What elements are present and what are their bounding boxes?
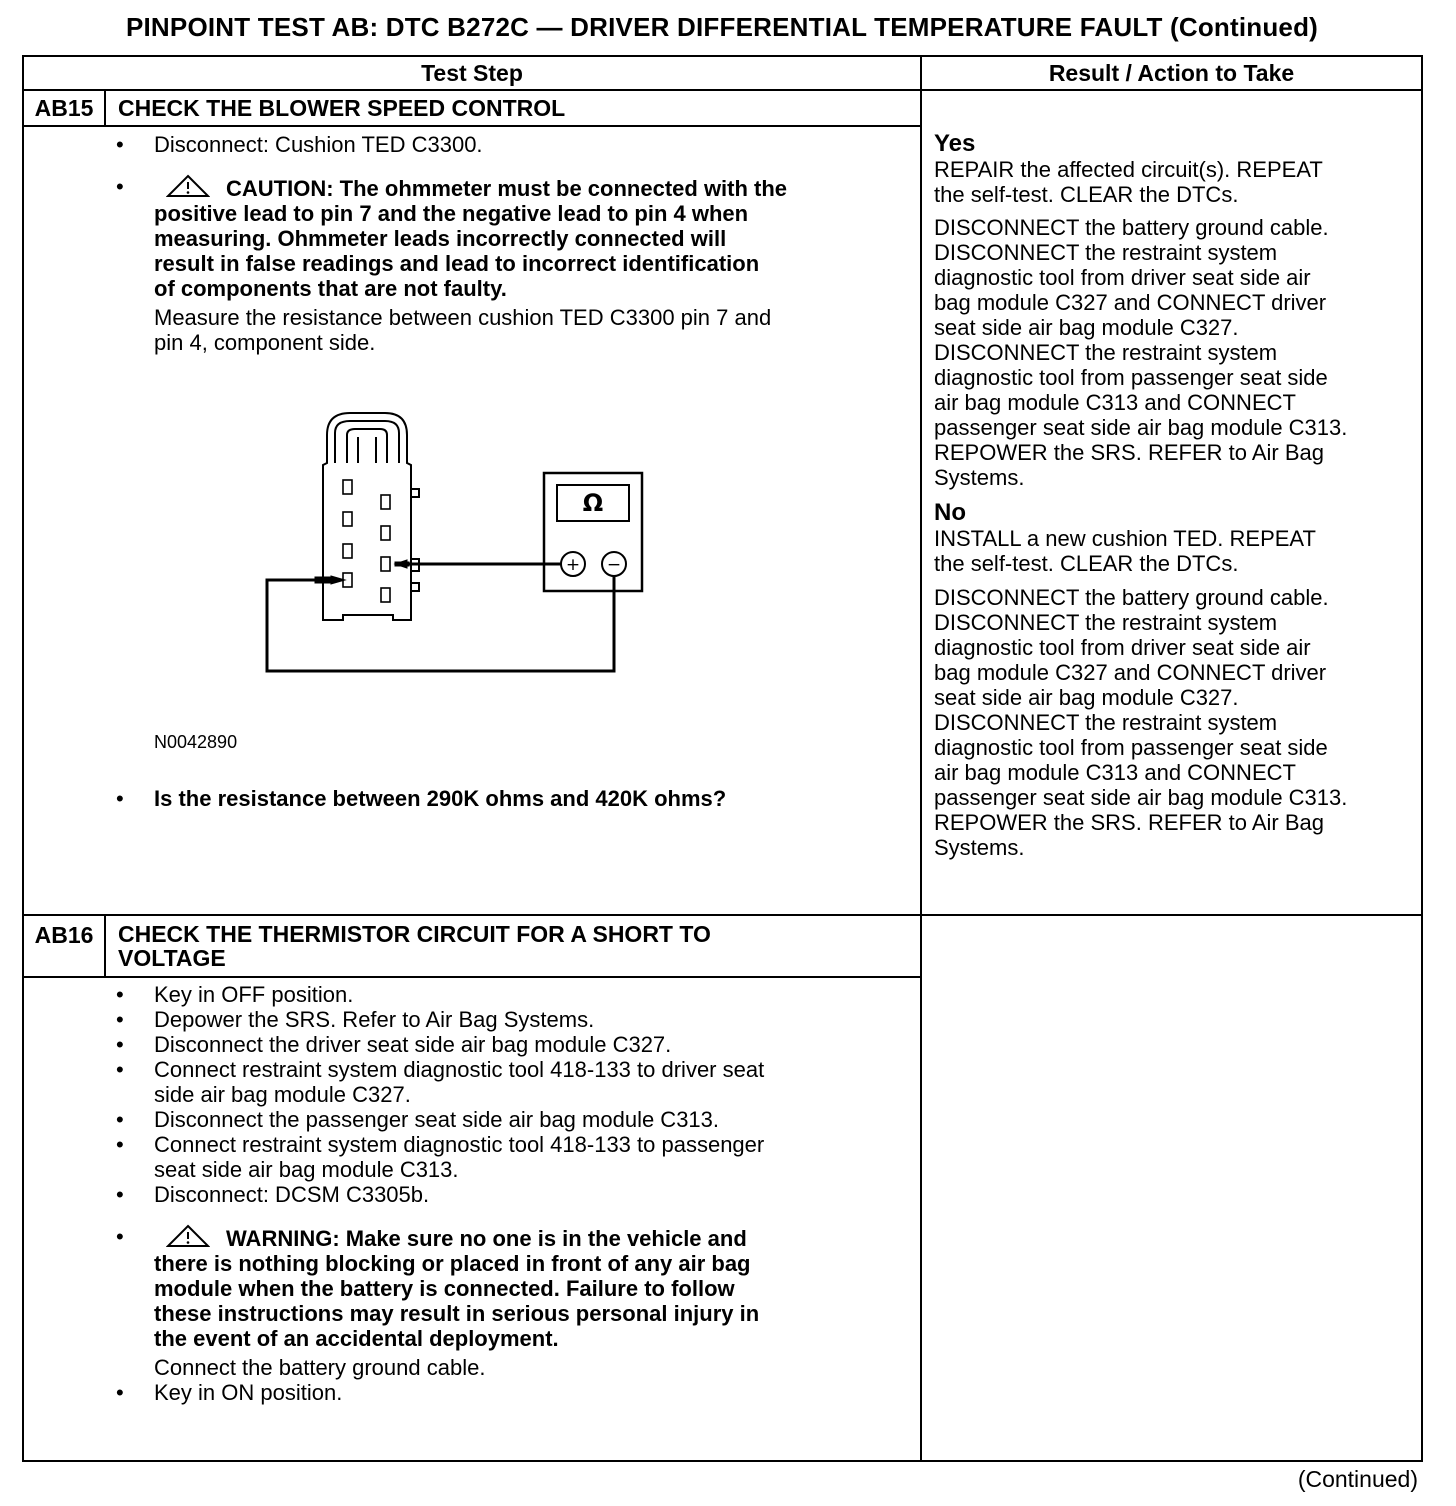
ab16-title-line-2: VOLTAGE <box>118 945 226 971</box>
no-detail-line: air bag module C313 and CONNECT <box>934 760 1296 785</box>
bullet: • <box>116 1132 124 1157</box>
no-action <box>934 526 1420 576</box>
no-line: INSTALL a new cushion TED. REPEAT <box>934 526 1316 551</box>
connector-c3300 <box>323 413 419 620</box>
no-detail-line: REPOWER the SRS. REFER to Air Bag <box>934 810 1325 835</box>
ab16-after-warning: Connect the battery ground cable. <box>154 1355 486 1380</box>
no-detail-line: DISCONNECT the restraint system <box>934 610 1278 635</box>
bullet: • <box>116 1224 124 1249</box>
caution-line-3: measuring. Ohmmeter leads incorrectly connected will <box>154 226 727 251</box>
measure-line-2: pin 4, component side. <box>154 330 376 355</box>
yes-line: the self-test. CLEAR the DTCs. <box>934 182 1239 207</box>
ab16-step-id: AB16 <box>34 922 94 948</box>
continued-footer: (Continued) <box>1297 1466 1418 1492</box>
caution-line-1: CAUTION: The ohmmeter must be connected with the <box>226 176 788 201</box>
bullet: • <box>116 1032 124 1057</box>
no-detail <box>934 585 1420 860</box>
bullet: • <box>116 786 124 811</box>
warning-line-1: WARNING: Make sure no one is in the vehicle and <box>226 1226 747 1251</box>
warning-line-3: module when the battery is connected. Failure to follow <box>154 1276 735 1301</box>
ab16-step: Disconnect the driver seat side air bag module C327. <box>154 1032 672 1057</box>
no-detail-line: passenger seat side air bag module C313. <box>934 785 1348 810</box>
figure-code: N0042890 <box>154 732 238 752</box>
probe-tips <box>315 560 409 584</box>
column-divider <box>920 55 922 1462</box>
ab15-id-divider <box>104 89 106 127</box>
bullet: • <box>116 1380 124 1405</box>
ab16-step-title <box>118 922 908 970</box>
yes-detail-line: Systems. <box>934 465 1025 490</box>
ab16-step: Connect restraint system diagnostic tool 418-133 to driver seat <box>154 1057 765 1082</box>
yes-detail-line: diagnostic tool from passenger seat side <box>934 365 1328 390</box>
minus-sign: − <box>606 555 622 575</box>
yes-detail-line: bag module C327 and CONNECT driver <box>934 290 1327 315</box>
yes-detail-line: diagnostic tool from driver seat side air <box>934 265 1311 290</box>
ab16-step-continued: side air bag module C327. <box>154 1082 411 1107</box>
yes-detail-line: seat side air bag module C327. <box>934 315 1239 340</box>
bullet: • <box>116 1057 124 1082</box>
ab15-title-rule <box>22 125 922 127</box>
ab16-step: Key in OFF position. <box>154 982 354 1007</box>
no-detail-line: diagnostic tool from passenger seat side <box>934 735 1328 760</box>
caution-line-4: result in false readings and lead to incorrect identification <box>154 251 760 276</box>
ab15-disconnect: Disconnect: Cushion TED C3300. <box>154 132 483 157</box>
no-detail-line: Systems. <box>934 835 1025 860</box>
warning-triangle-icon <box>166 1224 210 1248</box>
yes-detail <box>934 215 1420 490</box>
no-line: the self-test. CLEAR the DTCs. <box>934 551 1239 576</box>
yes-detail-line: passenger seat side air bag module C313. <box>934 415 1348 440</box>
no-label: No <box>934 499 966 526</box>
yes-action <box>934 157 1420 207</box>
ab16-step: Connect restraint system diagnostic tool 418-133 to passenger <box>154 1132 765 1157</box>
header-rule <box>22 89 1423 91</box>
caution-line-5: of components that are not faulty. <box>154 276 507 301</box>
ab15-step-id: AB15 <box>34 95 94 121</box>
yes-detail-line: DISCONNECT the restraint system <box>934 240 1278 265</box>
connector-cavities <box>343 480 390 602</box>
ab16-step: Disconnect: DCSM C3305b. <box>154 1182 430 1207</box>
no-detail-line: diagnostic tool from driver seat side air <box>934 635 1311 660</box>
warning-line-4: these instructions may result in serious personal injury in <box>154 1301 760 1326</box>
ab16-warning <box>154 1224 914 1351</box>
no-detail-line: DISCONNECT the battery ground cable. <box>934 585 1329 610</box>
header-test-step: Test Step <box>421 60 523 86</box>
yes-detail-line: DISCONNECT the battery ground cable. <box>934 215 1329 240</box>
bullet: • <box>116 1182 124 1207</box>
ab15-bottom-rule <box>22 914 1423 916</box>
ab15-step-title: CHECK THE BLOWER SPEED CONTROL <box>118 95 566 121</box>
header-result: Result / Action to Take <box>1048 60 1295 86</box>
bullet: • <box>116 174 124 199</box>
ab16-id-divider <box>104 914 106 978</box>
bullet: • <box>116 982 124 1007</box>
caution-line-2: positive lead to pin 7 and the negative lead to pin 4 when <box>154 201 749 226</box>
bullet: • <box>116 132 124 157</box>
ohmmeter <box>544 473 642 591</box>
ohmmeter-connector-diagram <box>255 405 655 685</box>
no-detail-line: bag module C327 and CONNECT driver <box>934 660 1327 685</box>
page-title: PINPOINT TEST AB: DTC B272C — DRIVER DIFFERENTIAL TEMPERATURE FAULT (Continued) <box>125 12 1319 42</box>
plus-sign: + <box>565 555 581 575</box>
ab16-title-line-1: CHECK THE THERMISTOR CIRCUIT FOR A SHORT TO <box>118 921 711 947</box>
ab16-step-continued: seat side air bag module C313. <box>154 1157 459 1182</box>
ab15-question: Is the resistance between 290K ohms and 420K ohms? <box>154 786 727 811</box>
no-detail-line: DISCONNECT the restraint system <box>934 710 1278 735</box>
yes-detail-line: REPOWER the SRS. REFER to Air Bag <box>934 440 1325 465</box>
yes-detail-line: air bag module C313 and CONNECT <box>934 390 1296 415</box>
warning-line-5: the event of an accidental deployment. <box>154 1326 559 1351</box>
ab16-step: Depower the SRS. Refer to Air Bag Systems. <box>154 1007 595 1032</box>
bullet: • <box>116 1107 124 1132</box>
ab15-caution <box>154 174 914 301</box>
ab15-measure-instruction <box>154 305 914 355</box>
measure-line-1: Measure the resistance between cushion TED C3300 pin 7 and <box>154 305 772 330</box>
ab16-last-step: Key in ON position. <box>154 1380 343 1405</box>
bullet: • <box>116 1007 124 1032</box>
yes-line: REPAIR the affected circuit(s). REPEAT <box>934 157 1323 182</box>
ab16-title-rule <box>22 976 922 978</box>
warning-triangle-icon <box>166 174 210 198</box>
ab16-step: Disconnect the passenger seat side air bag module C313. <box>154 1107 720 1132</box>
no-detail-line: seat side air bag module C327. <box>934 685 1239 710</box>
yes-detail-line: DISCONNECT the restraint system <box>934 340 1278 365</box>
yes-label: Yes <box>934 130 976 157</box>
ohm-symbol: Ω <box>582 489 604 517</box>
warning-line-2: there is nothing blocking or placed in front of any air bag <box>154 1251 751 1276</box>
